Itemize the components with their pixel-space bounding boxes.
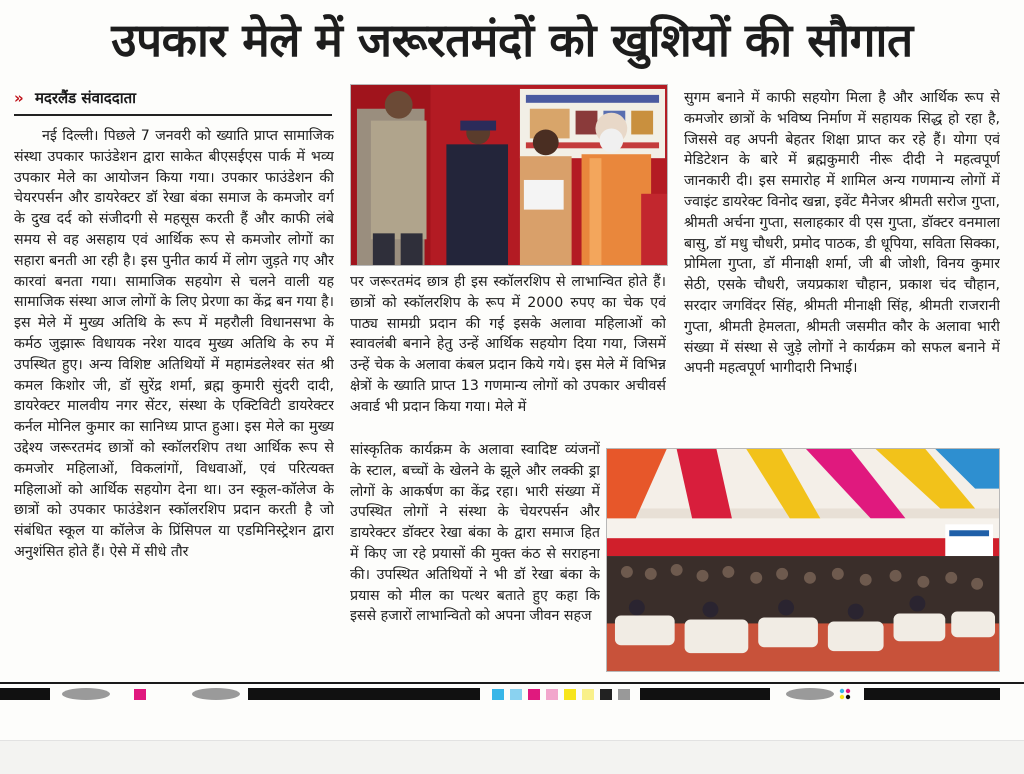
article-paragraph-3: सांस्कृतिक कार्यक्रम के अलावा स्वादिष्ट व्यंजनों के स्टाल, बच्चों के खेलने के झूले और लक्की ड्रा लोगों के आकर्षण का केंद्र रहा। भारी संख्या में उपस्थित लोगों ने संस्था के चेयरपर्सन और डायरेक्टर डॉक्टर रेखा बंका के द्वारा समाज हित में किए जा रहे प्रयासों की मुक्त कंठ से सराहना की। उपस्थित अतिथियों ने भी डॉ रेखा बंका के प्रयास को मील का पत्थर बताते हुए कहा कि इससे हजारों लाभान्वितो को अपना जीवन सहज [350,442,600,625]
award-ceremony-photo [350,84,668,266]
article-paragraph-2: पर जरूरतमंद छात्र ही इस स्कॉलरशिप से लाभान्वित होते हैं। छात्रों को स्कॉलरशिप के रूप में 2000 रुपए का चेक एवं पाठ्य सामग्री प्रदान की गई इसके अलावा महिलाओं को स्वावलंबी बनाने हेतु उन्हें आर्थिक सहयोग दिया गया, जिसमें उन्हें चेक के अलावा कंबल प्रदान किये गये। इस मेले में विभिन्न क्षेत्रों के ख्याति प्राप्त 13 गणमान्य लोगों को उपकार अचीवर्स अवार्ड भी प्रदान किया गया। मेले में [350,274,666,415]
audience-tent-photo-icon [607,449,999,671]
byline-text: मदरलैंड संवाददाता [34,89,137,107]
article-paragraph-4: सुगम बनाने में काफी सहयोग मिला है और आर्थिक रूप से कमजोर छात्रों के भविष्य निर्माण में सहायक सिद्ध हो रहा है, जिससे वह अपनी बेहतर शिक्षा प्राप्त कर रहे हैं। योगा एवं मेडिटेशन के बारे में ब्रह्मकुमारी नीरू दीदी ने महत्वपूर्ण जानकारी दी। इस समारोह में शामिल अन्य गणमान्य लोगों में ज्वाइंट डायरेक्ट विनोद खन्ना, इवेंट मैनेजर श्रीमती सरोज गुप्ता, श्रीमती अर्चना गुप्ता, सलाहकार वी एस गुप्ता, डॉक्टर वनमाला बासु, डॉ मधु चौधरी, प्रमोद पाठक, डी धूपिया, सविता सिक्का, प्रोमिला गुप्ता, डॉ मीनाक्षी शर्मा, जी बी जोशी, विनय कुमार सेठी, एसके चौधरी, जयप्रकाश चौहान, प्रकाश चंद चौहान, सरदार जगविंदर सिंह, श्रीमती मीनाक्षी सिंह, श्रीमती राजरानी गुप्ता, श्रीमती हेमलता, श्रीमती जसमीत कौर के अलावा भारी संख्या में संस्था से जुड़े लोगों ने कार्यक्रम को सफल बनाने में अपनी महत्वपूर्ण भागीदारी निभाई। [684,90,1000,377]
byline [14,86,334,110]
article-column-3 [350,440,600,672]
print-color-bar-icon [0,682,1024,708]
award-ceremony-photo-icon [351,85,667,265]
article-paragraph-1: नई दिल्ली। पिछले 7 जनवरी को ख्याति प्राप्त सामाजिक संस्था उपकार फाउंडेशन द्वारा साकेत बीएसईएस पार्क में भव्य उपकार मेले का आयोजन किया गया। उपकार फाउंडेशन की चेयरपर्सन और डायरेक्टर डॉ रेखा बंका समाज के कमजोर वर्ग के दुख दर्द को संजीदगी से महसूस करती हैं और काफी लंबे समय से वह असहाय एवं आर्थिक रूप से कमजोर लोगों का सहारा बनती आ रही है। इस पुनीत कार्य में लोग जुड़ते गए और कारवां बनता गया। सामाजिक सहयोग से चलने वाली यह सामाजिक संस्था आज लोगों के लिए प्रेरणा का केंद्र बन गया है। इस मेले में मुख्य अतिथि के रूप में महरौली विधानसभा के कर्मठ जुझारू विधायक नरेश यादव मुख्य अतिथि के रुप में उपस्थित हुए। अन्य विशिष्ट अतिथियों में महामंडलेश्वर संत श्री कमल किशोर जी, डॉ सुरेंद्र शर्मा, ब्रह्म कुमारी सुंदरी दादी, डायरेक्टर मालवीय नगर सेंटर, संस्था के एक्टिविटी डायरेक्टर कर्नल मोनिल कुमार का सानिध्य प्राप्त हुआ। इस मेले का मुख्य उद्देश्य जरूरतमंद छात्रों को स्कॉलरशिप तथा आर्थिक रूप से कमजोर महिलाओं, विकलांगों, विधवाओं, एवं परित्यक्त महिलाओं को आर्थिक सहयोग देना था। उन स्कूल-कॉलेज के छात्रों को उपकार फाउंडेशन स्कॉलरशिप प्रदान करती है जो संबंधित स्कूल या कॉलेज के प्रिंसिपल या एडमिनिस्ट्रेशन द्वारा अनुशंसित होते हैं। ऐसे में सीधे तौर [14,128,334,560]
article-column-1 [14,126,334,674]
page-footer-margin [0,740,1024,774]
print-color-bar [0,682,1024,708]
byline-divider [14,114,332,116]
audience-tent-photo [606,448,1000,672]
headline: उपकार मेले में जरूरतमंदों को खुशियों की सौगात [111,13,913,67]
article-column-2 [350,272,666,440]
article-column-4 [684,88,1000,442]
byline-marker: » [14,89,24,107]
